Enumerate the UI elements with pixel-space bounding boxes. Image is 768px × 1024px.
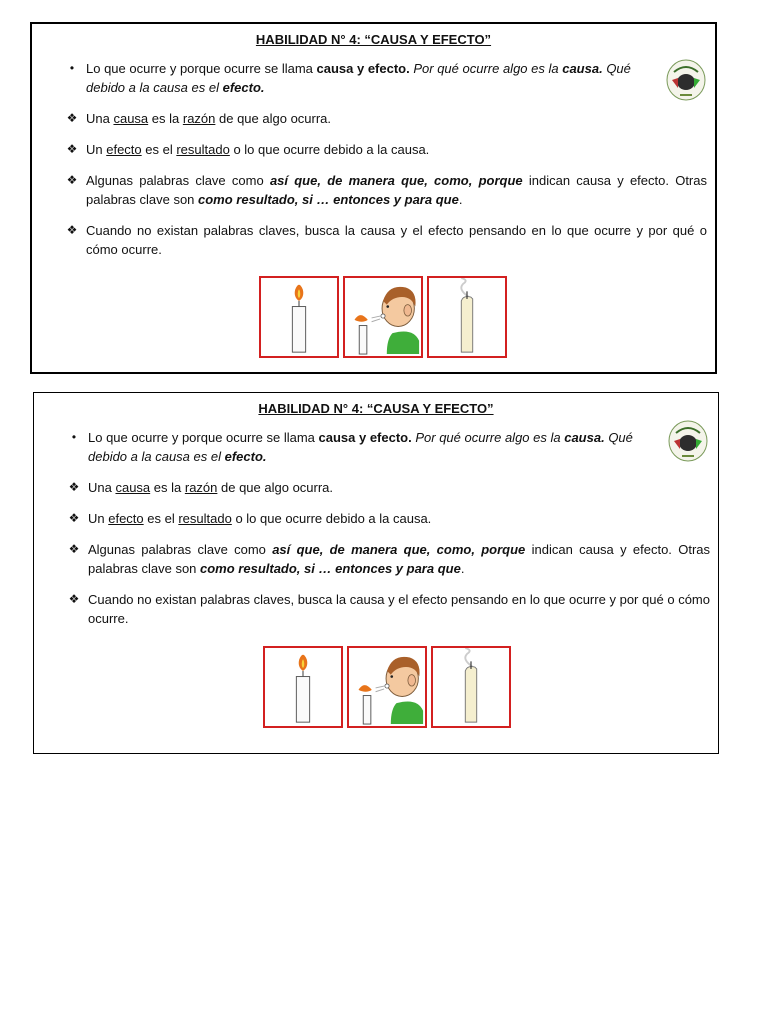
- bullet-item-1: • Lo que ocurre y porque ocurre se llama causa y efecto. Por qué ocurre algo es la causa. Qué debido a la causa es el efecto.: [32, 59, 715, 97]
- lit-candle-icon: [259, 276, 339, 358]
- diamond-bullet-icon: ❖: [68, 480, 80, 494]
- boy-blowing-candle-icon: [347, 646, 427, 728]
- bullet-item-4: ❖ Algunas palabras clave como así que, de manera que, como, porque indican causa y efecto. Otras palabras clave son como resultado, si … entonces y para que.: [34, 540, 718, 578]
- diamond-bullet-icon: ❖: [68, 592, 80, 606]
- bullet-item-2: ❖ Una causa es la razón de que algo ocurra.: [34, 478, 718, 497]
- diamond-bullet-icon: ❖: [66, 173, 78, 187]
- bullet-item-1: • Lo que ocurre y porque ocurre se llama causa y efecto. Por qué ocurre algo es la causa. Qué debido a la causa es el efecto.: [34, 428, 718, 466]
- picture-sequence: [263, 646, 511, 728]
- diamond-bullet-icon: ❖: [66, 223, 78, 237]
- bullet-item-2: ❖ Una causa es la razón de que algo ocurra.: [32, 109, 715, 128]
- diamond-bullet-icon: ❖: [68, 542, 80, 556]
- bullet-item-3: ❖ Un efecto es el resultado o lo que ocurre debido a la causa.: [32, 140, 715, 159]
- diamond-bullet-icon: ❖: [68, 511, 80, 525]
- extinguished-candle-icon: [427, 276, 507, 358]
- picture-sequence: [259, 276, 507, 358]
- card-title: HABILIDAD N° 4: “CAUSA Y EFECTO”: [255, 32, 492, 47]
- info-card-1: [30, 22, 717, 374]
- bullet-item-3: ❖ Un efecto es el resultado o lo que ocurre debido a la causa.: [34, 509, 718, 528]
- diamond-bullet-icon: ❖: [66, 111, 78, 125]
- bullet-item-5: ❖ Cuando no existan palabras claves, busca la causa y el efecto pensando en lo que ocurre y por qué o cómo ocurre.: [34, 590, 718, 628]
- extinguished-candle-icon: [431, 646, 511, 728]
- school-crest-icon: [666, 58, 706, 102]
- lit-candle-icon: [263, 646, 343, 728]
- diamond-bullet-icon: ❖: [66, 142, 78, 156]
- card-title: HABILIDAD N° 4: “CAUSA Y EFECTO”: [258, 401, 494, 416]
- bullet-item-4: ❖ Algunas palabras clave como así que, de manera que, como, porque indican causa y efecto. Otras palabras clave son como resultado, si … entonces y para que.: [32, 171, 715, 209]
- dot-bullet-icon: •: [69, 61, 75, 75]
- boy-blowing-candle-icon: [343, 276, 423, 358]
- school-crest-icon: [668, 419, 708, 463]
- info-card-2: [33, 392, 719, 754]
- bullet-item-5: ❖ Cuando no existan palabras claves, busca la causa y el efecto pensando en lo que ocurre y por qué o cómo ocurre.: [32, 221, 715, 259]
- dot-bullet-icon: •: [71, 430, 77, 444]
